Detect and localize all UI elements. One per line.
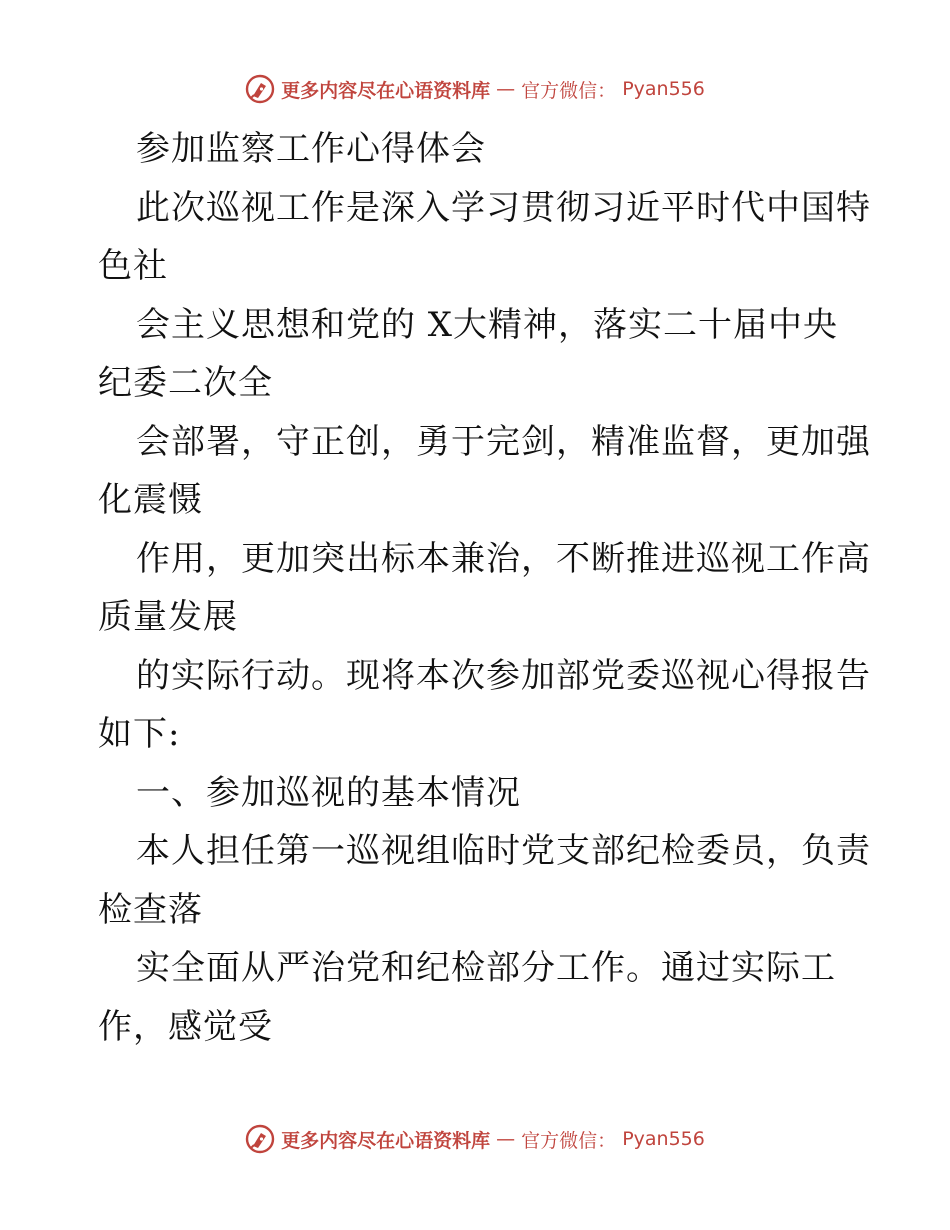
paragraph-line: 色社 (98, 246, 168, 286)
footer-watermark (0, 1124, 950, 1154)
document-body (98, 120, 871, 1056)
watermark-text: 更多内容尽在心语资料库 (281, 79, 491, 102)
watermark-wechat-id: Pyan556 (622, 78, 705, 100)
paragraph-line: 会部署，守正创，勇于完剑，精准监督，更加强 (136, 421, 871, 462)
paragraph-line: 作，感觉受 (98, 1006, 273, 1047)
paragraph-line: 此次巡视工作是深入学习贯彻习近平时代中国特 (136, 187, 871, 228)
watermark-wechat-label: 官方微信： (521, 79, 617, 102)
paragraph-line: 本人担任第一巡视组临时党支部纪检委员，负责 (136, 831, 871, 871)
paragraph-line: 的实际行动。现将本次参加部党委巡视心得报告 (136, 655, 871, 696)
paragraph-line: 会主义思想和党的 X大精神，落实二十届中央 (136, 304, 839, 345)
watermark-wechat-id: Pyan556 (622, 1128, 705, 1150)
watermark-text: 更多内容尽在心语资料库 (281, 1129, 491, 1152)
paragraph-line: 化震慑 (98, 480, 203, 520)
paragraph-line: 纪委二次全 (98, 363, 273, 403)
watermark-dash: — (496, 78, 516, 100)
section-heading: 一、参加巡视的基本情况 (136, 772, 521, 813)
watermark-dash: — (496, 1128, 516, 1150)
paragraph-line: 如下: (98, 714, 181, 754)
paragraph-line: 检查落 (98, 889, 203, 930)
paragraph-line: 质量发展 (98, 597, 238, 637)
pen-nib-logo-icon (245, 74, 275, 104)
header-watermark (0, 74, 950, 104)
paragraph-line: 实全面从严治党和纪检部分工作。通过实际工 (136, 948, 836, 988)
pen-nib-logo-icon (245, 1124, 275, 1154)
watermark-wechat-label: 官方微信： (521, 1129, 617, 1152)
paragraph-line: 作用，更加突出标本兼治，不断推进巡视工作高 (136, 538, 871, 579)
document-title: 参加监察工作心得体会 (136, 129, 486, 169)
